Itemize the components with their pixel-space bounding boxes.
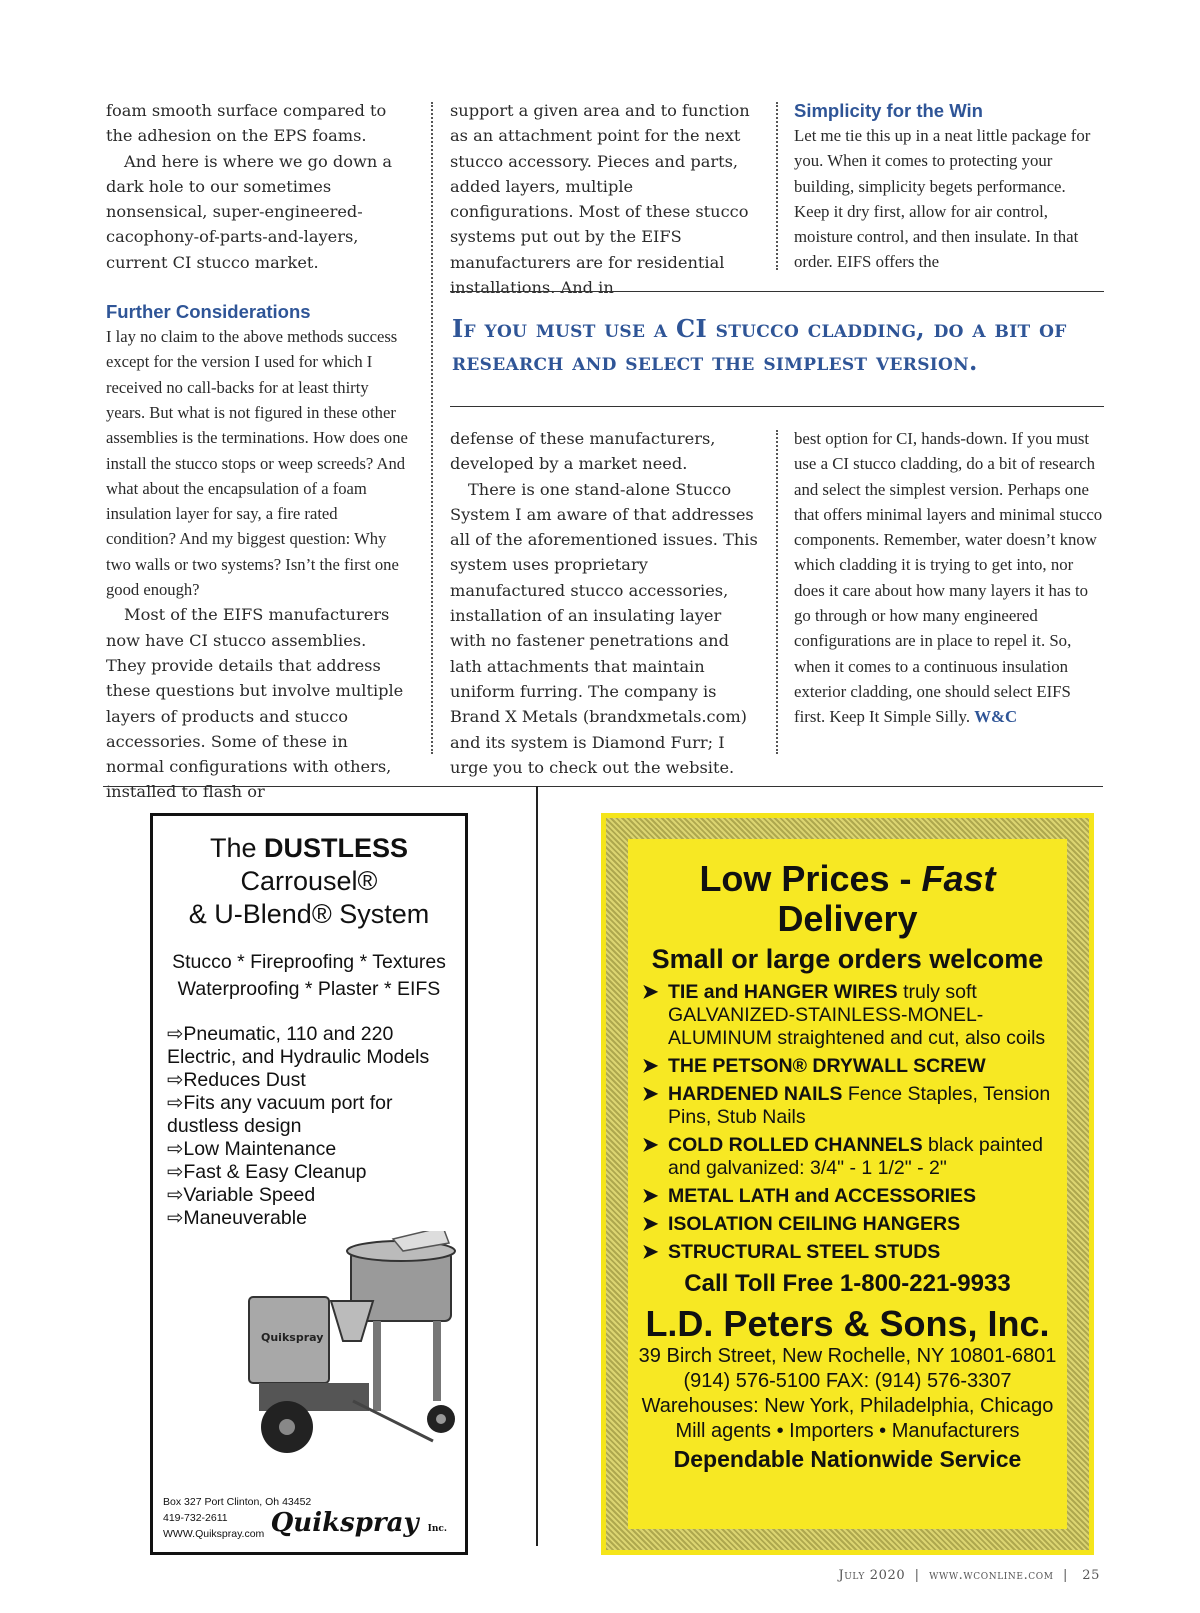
feature-item: ⇨Maneuverable <box>167 1207 307 1229</box>
pull-quote: If you must use a CI stucco cladding, do a bit of research and select the simplest version. <box>452 314 1067 376</box>
toll-free-number[interactable]: Call Toll Free 1-800-221-9933 <box>684 1270 1011 1297</box>
mixer-machine-image <box>243 1231 463 1453</box>
column-divider <box>776 430 778 754</box>
product-item: ➤ HARDENED NAILS Fence Staples, Tension Pins, Stub Nails <box>642 1083 1051 1128</box>
arrow-icon: ⇨ <box>167 1069 184 1091</box>
feature-item: ⇨Low Maintenance <box>167 1138 337 1160</box>
article-column-2-top <box>450 98 760 300</box>
article-column-2-bottom <box>450 426 762 780</box>
arrow-icon: ⇨ <box>167 1184 184 1206</box>
arrow-icon: ⇨ <box>167 1138 184 1160</box>
pullquote-bottom-rule <box>450 406 1104 407</box>
article-paragraph: I lay no claim to the above methods success except for the version I used for which I received no call-backs for at least thirty years. But what is not figured in these other assemblies is the terminations. How does one install the stucco stops or weep screeds? And what about the encapsulation of a foam insulation layer for say, a fire rated condition? And my biggest question: Why two walls or two systems? Isn’t the first one good enough? <box>106 327 408 600</box>
arrow-icon: ⇨ <box>167 1161 184 1183</box>
article-column-3-bottom <box>794 426 1104 730</box>
feature-list <box>167 1023 465 1230</box>
chevron-right-icon: ➤ <box>642 981 659 1003</box>
feature-item: ⇨Variable Speed <box>167 1184 316 1206</box>
product-list <box>642 981 1067 1264</box>
ad-divider <box>536 786 538 1546</box>
page-number: 25 <box>1082 1568 1100 1583</box>
ad-panel <box>628 839 1067 1529</box>
product-item: ➤ THE PETSON® DRYWALL SCREW <box>642 1055 986 1077</box>
footer-website[interactable]: www.wconline.com <box>929 1568 1054 1583</box>
section-heading-simplicity: Simplicity for the Win <box>794 100 983 121</box>
company-address: 39 Birch Street, New Rochelle, NY 10801-6801 (914) 576-5100 FAX: (914) 576-3307 Warehouses: New York, Philadelphia, Chicago Mill agents • Importers • Manufacturers <box>638 1345 1057 1442</box>
article-paragraph: Most of the EIFS manufacturers now have CI stucco assemblies. They provide details that address these questions but involve multiple layers of products and stucco accessories. Some of these in normal configurations with others, installed to flash or <box>106 605 404 802</box>
product-item: ➤ COLD ROLLED CHANNELS black painted and galvanized: 3/4" - 1 1/2" - 2" <box>642 1134 1043 1179</box>
company-name: L.D. Peters & Sons, Inc. <box>645 1303 1050 1344</box>
ad-headline: Low Prices - Fast Delivery <box>699 858 996 939</box>
feature-item: ⇨Reduces Dust <box>167 1069 306 1091</box>
arrow-icon: ⇨ <box>167 1092 184 1114</box>
product-item: ➤ METAL LATH and ACCESSORIES <box>642 1185 977 1207</box>
ad-title: The DUSTLESS Carrousel® & U-Blend® System <box>188 833 430 929</box>
chevron-right-icon: ➤ <box>642 1134 659 1156</box>
feature-item: ⇨Fast & Easy Cleanup <box>167 1161 367 1183</box>
arrow-icon: ⇨ <box>167 1207 184 1229</box>
chevron-right-icon: ➤ <box>642 1083 659 1105</box>
chevron-right-icon: ➤ <box>642 1185 659 1207</box>
ldpeters-ad[interactable] <box>601 813 1094 1555</box>
article-paragraph: There is one stand-alone Stucco System I am aware of that addresses all of the aforementioned issues. This system uses proprietary manufactured stucco accessories, installation of an insulating layer with no fastener penetrations and lath attachments that maintain uniform furring. The company is Brand X Metals (brandxmetals.com) and its system is Diamond Furr; I urge you to check out the website. <box>450 479 758 777</box>
article-paragraph: support a given area and to function as an attachment point for the next stucco accessory. Pieces and parts, added layers, multiple configurations. Most of these stucco systems put out by the EIFS manufacturers are for residential installations. And in <box>450 101 750 298</box>
chevron-right-icon: ➤ <box>642 1241 659 1263</box>
ad-section-rule <box>103 786 1103 787</box>
article-paragraph: best option for CI, hands-down. If you must use a CI stucco cladding, do a bit of research and select the simplest version. Perhaps one that offers minimal layers and minimal stucco components. Remember, water doesn’t know which cladding it is trying to get into, nor does it care about how many layers it has to go through or how many engineered configurations are in place to repel it. So, when it comes to a continuous insulation exterior cladding, one should select EIFS first. Keep It Simple Silly. <box>794 429 1103 727</box>
product-item: ➤ TIE and HANGER WIRES truly soft GALVANIZED-STAINLESS-MONEL-ALUMINUM straightened and cut, also coils <box>642 981 1046 1049</box>
quikspray-ad[interactable] <box>150 813 468 1555</box>
article-paragraph: defense of these manufacturers, developed by a market need. <box>450 429 716 474</box>
feature-item: ⇨Fits any vacuum port for dustless design <box>167 1092 393 1137</box>
chevron-right-icon: ➤ <box>642 1213 659 1235</box>
article-column-1 <box>106 98 410 805</box>
ad-services: Stucco * Fireproofing * Textures Waterproofing * Plaster * EIFS <box>172 951 446 1000</box>
end-mark: W&C <box>974 707 1018 727</box>
ad-address: Box 327 Port Clinton, Oh 43452 419-732-2611 WWW.Quikspray.com <box>163 1496 312 1540</box>
article-column-3-top <box>794 98 1104 275</box>
issue-date: July 2020 <box>838 1568 906 1583</box>
article-paragraph: foam smooth surface compared to the adhesion on the EPS foams. <box>106 101 387 146</box>
quikspray-logo: Quikspray Inc. <box>270 1508 447 1538</box>
column-divider <box>431 102 433 754</box>
article-paragraph: Let me tie this up in a neat little package for you. When it comes to protecting your building, simplicity begets performance. Keep it dry first, allow for air control, moisture control, and then insulate. In that order. EIFS offers the <box>794 126 1091 272</box>
page-footer: July 2020 | www.wconline.com | 25 <box>838 1568 1100 1583</box>
arrow-icon: ⇨ <box>167 1023 184 1045</box>
ad-website-link[interactable]: WWW.Quikspray.com <box>163 1528 265 1540</box>
product-item: ➤ ISOLATION CEILING HANGERS <box>642 1213 961 1235</box>
machine-label: Quikspray <box>261 1331 324 1344</box>
feature-item: ⇨Pneumatic, 110 and 220 Electric, and Hydraulic Models <box>167 1023 430 1068</box>
ad-subhead: Small or large orders welcome <box>651 944 1044 974</box>
product-item: ➤ STRUCTURAL STEEL STUDS <box>642 1241 941 1263</box>
chevron-right-icon: ➤ <box>642 1055 659 1077</box>
article-paragraph: And here is where we go down a dark hole to our sometimes nonsensical, super-engineered-cacophony-of-parts-and-layers, current CI stucco market. <box>106 151 393 272</box>
pullquote-top-rule <box>450 291 1104 292</box>
ad-tagline: Dependable Nationwide Service <box>673 1446 1022 1472</box>
column-divider <box>776 102 778 270</box>
section-heading-further-considerations: Further Considerations <box>106 301 311 323</box>
